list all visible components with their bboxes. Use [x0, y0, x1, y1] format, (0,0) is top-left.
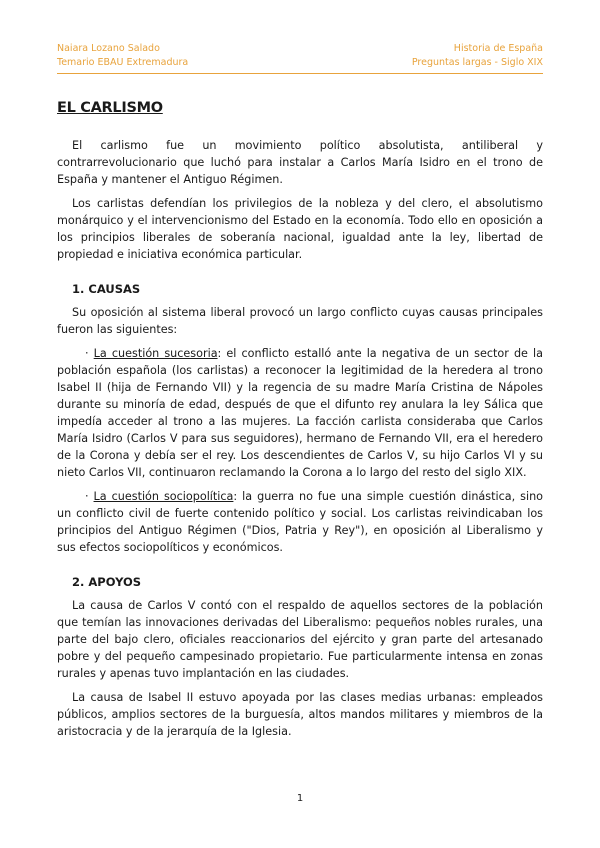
header-right [412, 42, 543, 70]
causa-term-sucesoria: La cuestión sucesoria [93, 347, 218, 360]
section-heading-apoyos: 2. APOYOS [72, 575, 142, 589]
causa-item-sociopolitica [57, 488, 543, 556]
intro-paragraph-1: El carlismo fue un movimiento político absolutista, antiliberal y contrarrevolucionario que luchó para instalar a Carlos María Isidro en el trono de España y mantener el Antiguo Régimen. [57, 139, 543, 186]
document-body [57, 100, 543, 747]
section-heading-causas: 1. CAUSAS [72, 282, 141, 296]
page-title: EL CARLISMO [57, 100, 163, 116]
bullet-icon: · [85, 347, 89, 360]
header-syllabus: Temario EBAU Extremadura [57, 57, 189, 68]
page-number: 1 [296, 793, 304, 804]
intro-paragraph-2: Los carlistas defendían los privilegios de la nobleza y del clero, el absolutismo monárquico y el intervencionismo del Estado en la economía. Todo ello en oposición a los principios liberales de soberanía nacional, igualdad ante la ley, libertad de propiedad e iniciativa económica particular. [57, 197, 543, 261]
causa-text-sucesoria: : el conflicto estalló ante la negativa de un sector de la población española (los carlistas) a reconocer la legitimidad de la heredera al trono Isabel II (hija de Fernando VII) y la regencia de su madre María Cristina de Nápoles durante su minoría de edad, después de que el difunto rey anulara la ley Sálica que impedía acceder al trono a las mujeres. La facción carlista consideraba que Carlos María Isidro (Carlos V para sus seguidores), hermano de Fernando VII, era el heredero de la Corona y debía ser el rey. Los descendientes de Carlos V, su hijo Carlos VI y su nieto Carlos VII, continuaron reclamando la Corona a lo largo del resto del siglo XIX. [57, 347, 543, 479]
header-section: Preguntas largas - Siglo XIX [411, 57, 543, 68]
causa-term-sociopolitica: La cuestión sociopolítica [93, 490, 234, 503]
bullet-icon: · [85, 490, 89, 503]
causa-text-sociopolitica: : la guerra no fue una simple cuestión dinástica, sino un conflicto civil de fuerte contenido político y social. Los carlistas reivindicaban los principios del Antiguo Régimen ("Dios, Patria y Rey"), en oposición al Liberalismo y sus efectos sociopolíticos y económicos. [57, 490, 543, 554]
header-divider [57, 73, 543, 74]
page-header [57, 42, 543, 72]
header-subject: Historia de España [453, 43, 543, 54]
causas-lead: Su oposición al sistema liberal provocó un largo conflicto cuyas causas principales fueron las siguientes: [57, 306, 543, 336]
apoyos-paragraph-1: La causa de Carlos V contó con el respaldo de aquellos sectores de la población que temían las innovaciones derivadas del Liberalismo: pequeños nobles rurales, una parte del bajo clero, oficiales reaccionarios del ejército y gran parte del artesanado pobre y del pequeño campesinado propietario. Fue particularmente intensa en zonas rurales y apenas tuvo implantación en las ciudades. [57, 599, 543, 680]
header-author: Naiara Lozano Salado [57, 43, 160, 54]
causa-item-sucesoria [57, 345, 543, 481]
header-left [57, 42, 188, 70]
apoyos-paragraph-2: La causa de Isabel II estuvo apoyada por las clases medias urbanas: empleados públicos, amplios sectores de la burguesía, altos mandos militares y miembros de la aristocracia y de la jerarquía de la Iglesia. [57, 691, 543, 738]
